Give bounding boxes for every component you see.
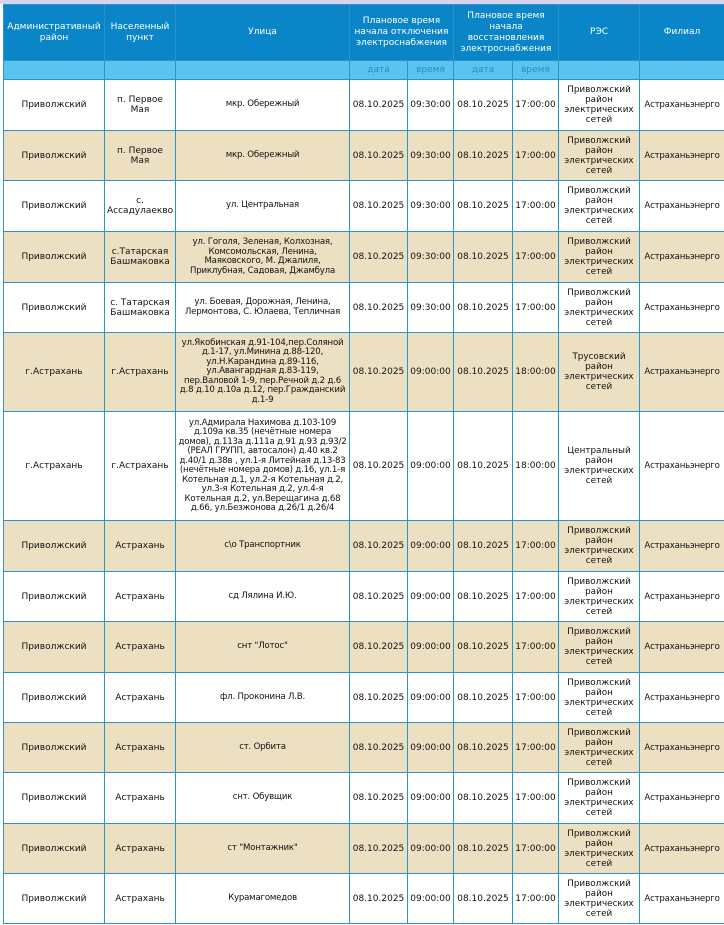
cell-off-date: 08.10.2025: [350, 80, 408, 131]
cell-district: Приволжский: [4, 521, 105, 572]
cell-district: Приволжский: [4, 622, 105, 673]
cell-branch: Астраханьэнерго: [640, 333, 724, 412]
cell-street: снт "Лотос": [176, 622, 350, 673]
cell-res: Приволжский район электрических сетей: [559, 521, 640, 572]
cell-street: снт. Обувщик: [176, 773, 350, 824]
cell-off-date: 08.10.2025: [350, 622, 408, 673]
subheader-row: [4, 61, 724, 80]
cell-on-time: 17:00:00: [513, 131, 559, 181]
cell-branch: Астраханьэнерго: [640, 131, 724, 181]
cell-on-date: 08.10.2025: [454, 773, 513, 824]
col-header-locality: Населенный пункт: [105, 5, 176, 61]
cell-res: Приволжский район электрических сетей: [559, 283, 640, 333]
header-row: [4, 5, 724, 61]
cell-res: Центральный район электрических сетей: [559, 412, 640, 521]
cell-district: Приволжский: [4, 773, 105, 824]
cell-locality: г.Астрахань: [105, 412, 176, 521]
cell-off-time: 09:30:00: [408, 80, 454, 131]
outage-table-container: [3, 4, 724, 924]
col-header-branch: Филиал: [640, 5, 724, 61]
table-row: [4, 874, 724, 924]
cell-on-date: 08.10.2025: [454, 131, 513, 181]
cell-off-time: 09:00:00: [408, 412, 454, 521]
cell-off-time: 09:30:00: [408, 131, 454, 181]
subheader-empty: [4, 61, 105, 80]
table-row: [4, 572, 724, 622]
cell-locality: Астрахань: [105, 673, 176, 723]
cell-on-time: 17:00:00: [513, 773, 559, 824]
cell-branch: Астраханьэнерго: [640, 572, 724, 622]
cell-locality: с. Ассадулаекво: [105, 181, 176, 232]
cell-off-time: 09:00:00: [408, 572, 454, 622]
cell-locality: Астрахань: [105, 622, 176, 673]
cell-on-time: 17:00:00: [513, 622, 559, 673]
cell-locality: Астрахань: [105, 572, 176, 622]
outage-table: [3, 4, 724, 924]
table-row: [4, 622, 724, 673]
cell-off-date: 08.10.2025: [350, 333, 408, 412]
col-header-restore-start: Плановое время начала восстановления электроснабжения: [454, 5, 559, 61]
cell-off-time: 09:00:00: [408, 622, 454, 673]
table-row: [4, 723, 724, 773]
subheader-empty: [640, 61, 724, 80]
cell-off-time: 09:00:00: [408, 874, 454, 924]
table-row: [4, 232, 724, 283]
subheader-on-time: время: [513, 61, 559, 80]
cell-res: Приволжский район электрических сетей: [559, 874, 640, 924]
cell-street: ст "Монтажник": [176, 824, 350, 874]
cell-locality: Астрахань: [105, 723, 176, 773]
cell-on-time: 17:00:00: [513, 673, 559, 723]
subheader-off-time: время: [408, 61, 454, 80]
cell-off-date: 08.10.2025: [350, 773, 408, 824]
col-header-outage-start: Плановое время начала отключения электроснабжения: [350, 5, 454, 61]
cell-district: Приволжский: [4, 181, 105, 232]
cell-branch: Астраханьэнерго: [640, 773, 724, 824]
cell-on-time: 17:00:00: [513, 283, 559, 333]
table-row: [4, 333, 724, 412]
cell-res: Приволжский район электрических сетей: [559, 673, 640, 723]
cell-on-date: 08.10.2025: [454, 572, 513, 622]
cell-street: ул. Боевая, Дорожная, Ленина, Лермонтова, С. Юлаева, Тепличная: [176, 283, 350, 333]
cell-locality: г.Астрахань: [105, 333, 176, 412]
cell-off-time: 09:00:00: [408, 521, 454, 572]
cell-off-date: 08.10.2025: [350, 824, 408, 874]
cell-on-time: 17:00:00: [513, 521, 559, 572]
cell-street: мкр. Обережный: [176, 80, 350, 131]
table-row: [4, 181, 724, 232]
col-header-street: Улица: [176, 5, 350, 61]
cell-district: Приволжский: [4, 232, 105, 283]
cell-district: Приволжский: [4, 874, 105, 924]
cell-off-time: 09:00:00: [408, 773, 454, 824]
table-row: [4, 412, 724, 521]
cell-branch: Астраханьэнерго: [640, 723, 724, 773]
cell-off-time: 09:30:00: [408, 283, 454, 333]
cell-locality: п. Первое Мая: [105, 80, 176, 131]
cell-district: г.Астрахань: [4, 333, 105, 412]
cell-off-date: 08.10.2025: [350, 723, 408, 773]
cell-branch: Астраханьэнерго: [640, 181, 724, 232]
cell-off-date: 08.10.2025: [350, 283, 408, 333]
cell-off-date: 08.10.2025: [350, 412, 408, 521]
subheader-empty: [105, 61, 176, 80]
cell-street: мкр. Обережный: [176, 131, 350, 181]
cell-branch: Астраханьэнерго: [640, 824, 724, 874]
cell-street: ул.Якобинская д.91-104,пер.Соляной д.1-17, ул.Минина д.88-120, ул.Н.Карандина д.89-116, ул.Авангардная д.83-119, пер.Валовой 1-9, пер.Речной д.2 д.6 д.8 д.10 д.10а д.12, пер.Гражданский д.1-9: [176, 333, 350, 412]
cell-locality: с.Татарская Башмаковка: [105, 232, 176, 283]
cell-on-date: 08.10.2025: [454, 412, 513, 521]
cell-res: Приволжский район электрических сетей: [559, 572, 640, 622]
cell-district: г.Астрахань: [4, 412, 105, 521]
cell-on-date: 08.10.2025: [454, 232, 513, 283]
cell-branch: Астраханьэнерго: [640, 412, 724, 521]
cell-on-date: 08.10.2025: [454, 824, 513, 874]
cell-locality: п. Первое Мая: [105, 131, 176, 181]
cell-res: Приволжский район электрических сетей: [559, 131, 640, 181]
cell-off-time: 09:00:00: [408, 723, 454, 773]
cell-branch: Астраханьэнерго: [640, 874, 724, 924]
table-row: [4, 673, 724, 723]
cell-on-date: 08.10.2025: [454, 723, 513, 773]
cell-district: Приволжский: [4, 723, 105, 773]
cell-on-date: 08.10.2025: [454, 874, 513, 924]
cell-district: Приволжский: [4, 572, 105, 622]
cell-off-date: 08.10.2025: [350, 673, 408, 723]
cell-street: Курамагомедов: [176, 874, 350, 924]
cell-on-time: 17:00:00: [513, 80, 559, 131]
subheader-off-date: дата: [350, 61, 408, 80]
table-row: [4, 80, 724, 131]
cell-street: фл. Проконина Л.В.: [176, 673, 350, 723]
cell-on-date: 08.10.2025: [454, 333, 513, 412]
cell-off-time: 09:00:00: [408, 673, 454, 723]
col-header-district: Административный район: [4, 5, 105, 61]
cell-street: сд Лялина И.Ю.: [176, 572, 350, 622]
cell-branch: Астраханьэнерго: [640, 80, 724, 131]
cell-off-time: 09:30:00: [408, 232, 454, 283]
table-row: [4, 131, 724, 181]
cell-locality: Астрахань: [105, 773, 176, 824]
cell-on-date: 08.10.2025: [454, 80, 513, 131]
table-row: [4, 521, 724, 572]
subheader-empty: [559, 61, 640, 80]
cell-on-date: 08.10.2025: [454, 283, 513, 333]
cell-res: Приволжский район электрических сетей: [559, 773, 640, 824]
cell-street: с\о Транспортник: [176, 521, 350, 572]
cell-res: Приволжский район электрических сетей: [559, 181, 640, 232]
cell-branch: Астраханьэнерго: [640, 232, 724, 283]
table-row: [4, 773, 724, 824]
cell-off-date: 08.10.2025: [350, 572, 408, 622]
cell-on-time: 17:00:00: [513, 181, 559, 232]
cell-off-date: 08.10.2025: [350, 131, 408, 181]
subheader-empty: [176, 61, 350, 80]
cell-on-time: 18:00:00: [513, 333, 559, 412]
cell-res: Приволжский район электрических сетей: [559, 723, 640, 773]
cell-on-time: 17:00:00: [513, 572, 559, 622]
cell-off-time: 09:00:00: [408, 824, 454, 874]
cell-on-time: 17:00:00: [513, 874, 559, 924]
cell-off-time: 09:30:00: [408, 181, 454, 232]
cell-on-time: 17:00:00: [513, 824, 559, 874]
cell-on-date: 08.10.2025: [454, 181, 513, 232]
cell-res: Приволжский район электрических сетей: [559, 622, 640, 673]
cell-off-date: 08.10.2025: [350, 232, 408, 283]
cell-street: ст. Орбита: [176, 723, 350, 773]
cell-res: Приволжский район электрических сетей: [559, 232, 640, 283]
table-row: [4, 283, 724, 333]
cell-on-time: 17:00:00: [513, 232, 559, 283]
cell-res: Приволжский район электрических сетей: [559, 80, 640, 131]
cell-branch: Астраханьэнерго: [640, 673, 724, 723]
cell-locality: Астрахань: [105, 874, 176, 924]
cell-res: Трусовский район электрических сетей: [559, 333, 640, 412]
cell-street: ул.Адмирала Нахимова д.103-109 д.109а кв.35 (нечётные номера домов), д.113а д.111а д.91 д.93 д.93/2 (РЕАЛ ГРУПП, автосалон) д.40 кв.2 д.40/1 д.38в , ул.1-я Литейная д.13-83 (нечётные номера домов) д.16, ул.1-я Котельная д.1, ул.2-я Котельная д.2, ул.3-я Котельная д.2, ул.4-я Котельная д.2, ул.Верещагина д.68 д.66, ул.Безжонова д.26/1 д.26/4: [176, 412, 350, 521]
cell-off-date: 08.10.2025: [350, 874, 408, 924]
col-header-res: РЭС: [559, 5, 640, 61]
cell-district: Приволжский: [4, 80, 105, 131]
cell-on-date: 08.10.2025: [454, 622, 513, 673]
cell-street: ул. Гоголя, Зеленая, Колхозная, Комсомольская, Ленина, Маяковского, М. Джалиля, Приклубная, Садовая, Джамбула: [176, 232, 350, 283]
cell-off-date: 08.10.2025: [350, 181, 408, 232]
cell-street: ул. Центральная: [176, 181, 350, 232]
cell-district: Приволжский: [4, 131, 105, 181]
cell-branch: Астраханьэнерго: [640, 622, 724, 673]
cell-off-date: 08.10.2025: [350, 521, 408, 572]
subheader-on-date: дата: [454, 61, 513, 80]
cell-on-time: 17:00:00: [513, 723, 559, 773]
cell-on-date: 08.10.2025: [454, 521, 513, 572]
cell-district: Приволжский: [4, 673, 105, 723]
cell-res: Приволжский район электрических сетей: [559, 824, 640, 874]
cell-off-time: 09:00:00: [408, 333, 454, 412]
cell-district: Приволжский: [4, 283, 105, 333]
cell-on-date: 08.10.2025: [454, 673, 513, 723]
cell-locality: Астрахань: [105, 824, 176, 874]
cell-locality: Астрахань: [105, 521, 176, 572]
cell-branch: Астраханьэнерго: [640, 521, 724, 572]
table-row: [4, 824, 724, 874]
cell-branch: Астраханьэнерго: [640, 283, 724, 333]
cell-locality: с. Татарская Башмаковка: [105, 283, 176, 333]
cell-district: Приволжский: [4, 824, 105, 874]
cell-on-time: 18:00:00: [513, 412, 559, 521]
